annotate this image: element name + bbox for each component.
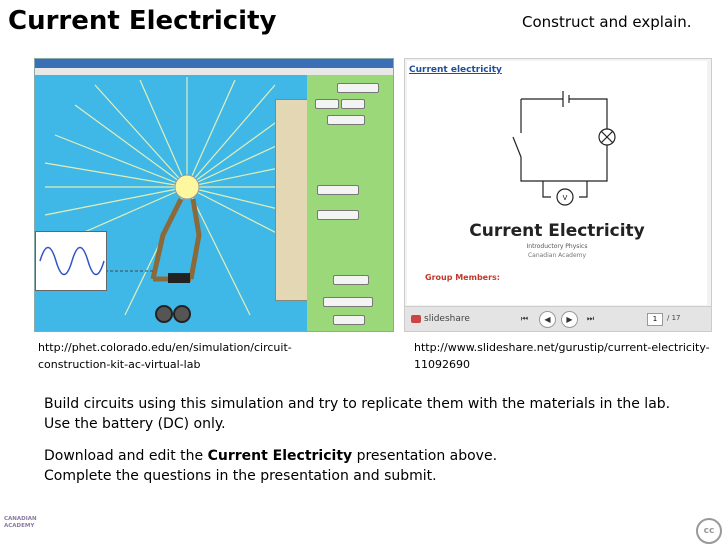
panel-button[interactable] [327, 115, 365, 125]
panel-button[interactable] [317, 185, 359, 195]
window-titlebar [35, 59, 393, 68]
slide-author: Canadian Academy [527, 252, 587, 259]
panel-button[interactable] [337, 83, 379, 93]
menu-bar [35, 68, 393, 75]
slideshare-link[interactable]: http://www.slideshare.net/gurustip/current-electricity-11092690 [414, 341, 710, 371]
canadian-academy-logo: CANADIAN ACADEMY [4, 516, 37, 529]
panel-button[interactable] [315, 99, 339, 109]
component-toolbox[interactable] [275, 99, 309, 301]
step-icon[interactable] [173, 305, 191, 323]
slide-subtitle: Introductory Physics [526, 243, 588, 250]
control-panel[interactable] [307, 75, 393, 331]
play-icon[interactable] [155, 305, 173, 323]
slide-title: Current electricity [409, 65, 502, 75]
slide-preview [407, 61, 707, 305]
slide-main-title: Current Electricity [469, 221, 645, 241]
page-number-input[interactable]: 1 [647, 313, 663, 326]
creative-commons-icon: cc [696, 518, 722, 544]
instruction-paragraph: Build circuits using this simulation and try to replicate them with the materials in the lab. Use the battery (DC) only. [44, 396, 671, 432]
slideshare-logo: slideshare [411, 314, 470, 324]
instructions [44, 394, 684, 498]
first-page-icon[interactable]: ⏮ [520, 314, 529, 323]
voltage-graph-panel [35, 231, 107, 291]
phet-link[interactable]: http://phet.colorado.edu/en/simulation/circuit-construction-kit-ac-virtual-lab [38, 341, 292, 371]
glowing-bulb-circuit-icon [35, 75, 307, 331]
panel-button[interactable] [317, 210, 359, 220]
instruction-paragraph: Download and edit the Current Electricity presentation above. [44, 448, 498, 464]
group-members-label: Group Members: [425, 273, 500, 282]
panel-button[interactable] [323, 297, 373, 307]
circuit-diagram-icon [407, 79, 707, 229]
phet-simulation-screenshot[interactable] [34, 58, 394, 332]
panel-button[interactable] [341, 99, 365, 109]
next-page-icon[interactable]: ▶ [561, 311, 578, 328]
last-page-icon[interactable]: ⏭ [586, 314, 595, 323]
simulation-canvas [35, 75, 307, 331]
instruction-paragraph: Complete the questions in the presentation and submit. [44, 468, 437, 484]
presentation-name: Current Electricity [207, 448, 353, 464]
page-subtitle: Construct and explain. [522, 13, 692, 31]
slideshare-toolbar [405, 306, 711, 332]
panel-button[interactable] [333, 275, 369, 285]
page-total: / 17 [667, 314, 681, 322]
page-title: Current Electricity [8, 6, 277, 36]
panel-button[interactable] [333, 315, 365, 325]
prev-page-icon[interactable]: ◀ [539, 311, 556, 328]
slideshare-embed-screenshot[interactable] [404, 58, 712, 332]
voltmeter-label: V [562, 195, 568, 202]
